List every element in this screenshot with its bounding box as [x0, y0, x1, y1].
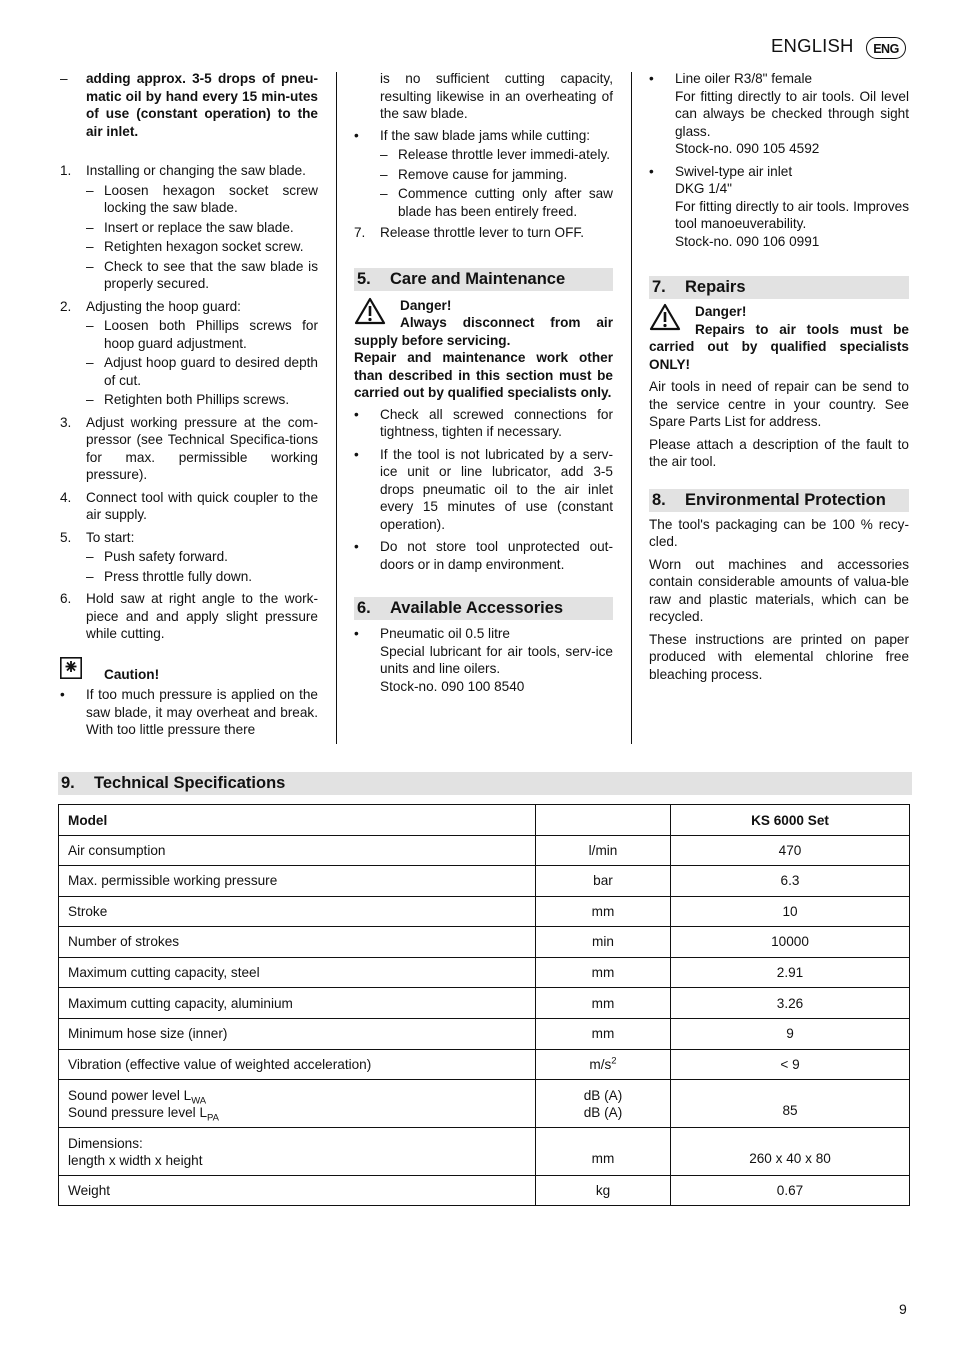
spec-value: 470 [671, 836, 910, 866]
intro-text: adding approx. 3-5 drops of pneu-matic oil by hand every 15 min-utes of use (constant operation) to the air inlet. [86, 71, 318, 139]
accessory-list [649, 70, 909, 250]
accessory-line: DKG 1/4" [675, 181, 732, 196]
table-row [59, 896, 910, 927]
spec-unit-text: mm [591, 965, 615, 981]
care-bullet [354, 406, 613, 441]
intro-item [60, 70, 318, 140]
step-text: To start: [86, 529, 135, 545]
sub-item [86, 391, 318, 409]
step-text: Hold saw at right angle to the work-piece and and apply slight pressure while cutting. [86, 591, 318, 641]
column-1 [60, 70, 318, 739]
bullet-marker: • [354, 406, 359, 422]
spec-label: Max. permissible working pressure [59, 866, 536, 897]
spec-label: Maximum cutting capacity, steel [59, 957, 536, 988]
accessory-line: For fitting directly to air tools. Oil level can always be checked through sight glass. [675, 88, 909, 139]
sub-item-text: Push safety forward. [104, 549, 228, 564]
dash-marker: – [86, 182, 94, 198]
sub-item [380, 166, 613, 184]
step-item [60, 489, 318, 524]
danger-title: Danger! [695, 304, 747, 319]
sound-pressure-label: Sound pressure level $L_{PA}$ [68, 1104, 220, 1124]
dash-marker: – [86, 392, 94, 407]
danger-title: Danger! [400, 297, 452, 313]
spec-unit-text: mm [591, 903, 615, 919]
accessory-body [675, 70, 909, 158]
steps-list [60, 162, 318, 643]
step-item [60, 529, 318, 586]
dash-marker: – [380, 186, 388, 201]
spec-unit-text: mm [591, 995, 615, 1011]
dash-marker: – [86, 355, 94, 370]
spec-unit-sup: 2 [611, 1055, 617, 1067]
step-number: 2. [60, 298, 72, 314]
table-row [59, 836, 910, 866]
step-item [60, 590, 318, 643]
step-7: 7. Release throttle lever to turn OFF. [354, 225, 584, 240]
dash-marker: – [86, 219, 94, 235]
spec-unit [536, 988, 671, 1019]
caution-bullet [60, 686, 318, 739]
dash-marker: – [86, 568, 94, 584]
column-divider [336, 72, 337, 744]
section-care-heading: 5. Care and Maintenance [354, 268, 613, 291]
step-text: Adjust working pressure at the com-pressor (see Technical Specifica-tions for max. permissible working pressure). [86, 414, 318, 482]
repairs-paragraph: Air tools in need of repair can be send to the service centre in your country. See Spare Parts List for address. [649, 379, 909, 429]
sub-item [86, 258, 318, 293]
column-2 [354, 70, 613, 695]
language-label: ENGLISH [771, 35, 854, 56]
spec-label: Stroke [59, 896, 536, 927]
spec-value: 3.26 [671, 988, 910, 1019]
care-bullet-text: Check all screwed connections for tightness, tighten if necessary. [380, 406, 613, 439]
spec-unit-text: bar [593, 873, 613, 889]
spec-value: 0.67 [671, 1176, 910, 1206]
sub-item [86, 238, 318, 256]
spec-value: 85 [671, 1080, 910, 1128]
spec-label: Vibration (effective value of weighted acceleration) [59, 1049, 536, 1080]
spec-value: 260 x 40 x 80 [671, 1128, 910, 1176]
spec-value: 9 [671, 1018, 910, 1049]
dash-marker: – [86, 549, 94, 564]
care-bullet [354, 538, 613, 573]
step-body [86, 162, 318, 293]
section-environment-heading: 8. Environmental Protection [649, 489, 909, 512]
sub-item-text: Remove cause for jamming. [398, 166, 568, 182]
step-item [60, 414, 318, 484]
table-row [59, 927, 910, 958]
section-specs-heading: 9. Technical Specifications [58, 772, 912, 795]
warning-triangle-icon [354, 297, 400, 332]
accessory-line: Stock-no. 090 106 0991 [675, 233, 820, 249]
spec-unit [536, 927, 671, 958]
warning-triangle-icon [649, 303, 695, 338]
bullet-marker: • [354, 539, 359, 554]
dash-marker: – [86, 239, 94, 254]
care-bullets [354, 406, 613, 574]
sub-item [86, 317, 318, 352]
column-divider [631, 72, 632, 744]
caution-header [60, 657, 318, 684]
sub-item [380, 146, 613, 164]
sub-item-text: Release throttle lever immedi-ately. [398, 147, 611, 162]
spec-unit [536, 896, 671, 927]
step-number: 3. [60, 414, 72, 430]
sub-item-text: Commence cutting only after saw blade has been entirely freed. [398, 186, 613, 219]
care-bullet [354, 446, 613, 534]
table-row [59, 1018, 910, 1049]
spec-label: Air consumption [59, 836, 536, 866]
step-text: Installing or changing the saw blade. [86, 163, 306, 178]
step-body [86, 489, 318, 524]
care-bullet-text: If the tool is not lubricated by a serv-ice unit or line lubricator, add 3-5 drops pneumatic oil to the air inlet every 15 minutes of use (constant operation). [380, 446, 613, 532]
spec-unit: dB (A) dB (A) [536, 1080, 671, 1128]
accessory-item [649, 70, 909, 158]
spec-unit: mm [536, 1128, 671, 1176]
step-number: 4. [60, 489, 72, 505]
step-body [86, 298, 318, 409]
spec-value: < 9 [671, 1049, 910, 1080]
table-row [59, 988, 910, 1019]
spec-unit [536, 1049, 671, 1080]
step-text: Connect tool with quick coupler to the air supply. [86, 489, 318, 522]
bullet-marker: • [60, 687, 65, 702]
sub-item [86, 568, 318, 586]
environment-paragraph: The tool's packaging can be 100 % recy-cled. [649, 516, 909, 549]
environment-paragraph: These instructions are printed on paper produced with elemental chlorine free bleaching process. [649, 631, 909, 682]
care-bullet-text: Do not store tool unprotected out-doors or in damp environment. [380, 539, 613, 572]
dash-marker: – [86, 258, 94, 274]
section-accessories-heading: 6. Available Accessories [354, 597, 613, 620]
spec-value: 10 [671, 896, 910, 927]
continued-text: is no sufficient cutting capacity, resulting likewise in an overheating of the saw blade. [380, 71, 613, 121]
accessory-body [675, 163, 909, 251]
spec-unit-text: mm [591, 1026, 615, 1042]
sub-item-text: Retighten hexagon socket screw. [104, 239, 304, 254]
sub-item-text: Loosen hexagon socket screw locking the saw blade. [104, 182, 318, 215]
jam-subs [380, 146, 613, 220]
bullet-marker: • [649, 71, 654, 86]
table-row [59, 1049, 910, 1080]
step-number: 5. [60, 529, 72, 545]
step-item [60, 298, 318, 409]
spec-value: 2.91 [671, 957, 910, 988]
jam-item: • If the saw blade jams while cutting: – Release throttle lever immedi-ately. – Remove cause for jamming. – Commence cutting only after saw blade has been entirely freed. [354, 127, 613, 219]
repairs-danger: Danger! Repairs to air tools must be carried out by qualified specialists ONLY! [649, 304, 909, 372]
bullet-marker: • [354, 626, 359, 641]
spec-unit: kg [536, 1176, 671, 1206]
caution-text: If too much pressure is applied on the saw blade, it may overheat and break. With too little pressure there [86, 687, 318, 737]
spec-label: Dimensions: length x width x height [59, 1128, 536, 1176]
accessory-line: Stock-no. 090 105 4592 [675, 141, 820, 156]
table-row [59, 957, 910, 988]
step-item [60, 162, 318, 293]
sub-item-text: Retighten both Phillips screws. [104, 392, 290, 407]
dash-marker: – [86, 318, 94, 333]
step-text: Adjusting the hoop guard: [86, 298, 241, 314]
table-row [59, 866, 910, 897]
table-row [59, 1128, 910, 1176]
care-danger: Danger! Always disconnect from air supply before servicing. Repair and maintenance work other than described in this section must be carried out by qualified specialists only. [354, 297, 613, 400]
dash-marker: – [380, 166, 388, 182]
table-row [59, 1176, 910, 1206]
repairs-paragraph: Please attach a description of the fault to the air tool. [649, 436, 909, 469]
accessory-line: Swivel-type air inlet [675, 163, 793, 179]
spec-unit-text: min [592, 934, 614, 950]
spec-unit-text: m/s [589, 1056, 612, 1072]
sub-item [86, 354, 318, 389]
sub-item-text: Loosen both Phillips screws for hoop guard adjustment. [104, 318, 318, 351]
caution-icon [60, 657, 104, 684]
sub-item [86, 182, 318, 217]
sub-item-text: Insert or replace the saw blade. [104, 219, 294, 235]
step-body [86, 414, 318, 484]
spec-label: Weight [59, 1176, 536, 1206]
spec-value: 10000 [671, 927, 910, 958]
step-number: 1. [60, 163, 72, 178]
sub-item [380, 185, 613, 220]
spec-label: Maximum cutting capacity, aluminium [59, 988, 536, 1019]
step-body [86, 529, 318, 586]
sub-item [86, 548, 318, 566]
accessory-item [649, 163, 909, 251]
specs-table [58, 804, 910, 1206]
column-3 [649, 70, 909, 683]
accessory-line: For fitting directly to air tools. Improves tool manoeuverability. [675, 198, 909, 231]
accessory-item: • Pneumatic oil 0.5 litre Special lubricant for air tools, serv-ice units and line oilers. Stock-no. 090 100 8540 [354, 626, 613, 694]
sub-item-text: Adjust hoop guard to desired depth of cut. [104, 355, 318, 388]
spec-unit [536, 1018, 671, 1049]
section-repairs-heading: 7. Repairs [649, 276, 909, 299]
spec-label: Minimum hose size (inner) [59, 1018, 536, 1049]
spec-unit [536, 836, 671, 866]
bullet-marker: • [354, 446, 359, 462]
spec-unit [536, 866, 671, 897]
language-badge: ENG [866, 37, 906, 59]
dash-marker: – [380, 147, 388, 162]
page-number: 9 [899, 1301, 907, 1317]
caution-title: Caution! [104, 666, 160, 682]
spec-unit-text: l/min [588, 843, 618, 858]
spec-label [59, 1080, 536, 1128]
spec-unit [536, 957, 671, 988]
sound-power-label: Sound power level $L_{WA}$ [68, 1087, 207, 1107]
dash-marker: – [60, 71, 68, 86]
spec-label: Number of strokes [59, 927, 536, 958]
sub-item-text: Check to see that the saw blade is properly secured. [104, 258, 318, 291]
table-row [59, 1080, 910, 1128]
accessory-line: Line oiler R3/8" female [675, 71, 813, 86]
environment-paragraph: Worn out machines and accessories contain considerable amounts of valua-ble raw and plastic materials, which can be recycled. [649, 556, 909, 624]
table-header-row: Model KS 6000 Set [59, 805, 910, 836]
spec-value: 6.3 [671, 866, 910, 897]
sub-item-text: Press throttle fully down. [104, 568, 253, 584]
bullet-marker: • [649, 163, 654, 179]
bullet-marker: • [354, 127, 359, 143]
step-body [86, 590, 318, 643]
step-number: 6. [60, 591, 72, 606]
sub-item [86, 219, 318, 237]
